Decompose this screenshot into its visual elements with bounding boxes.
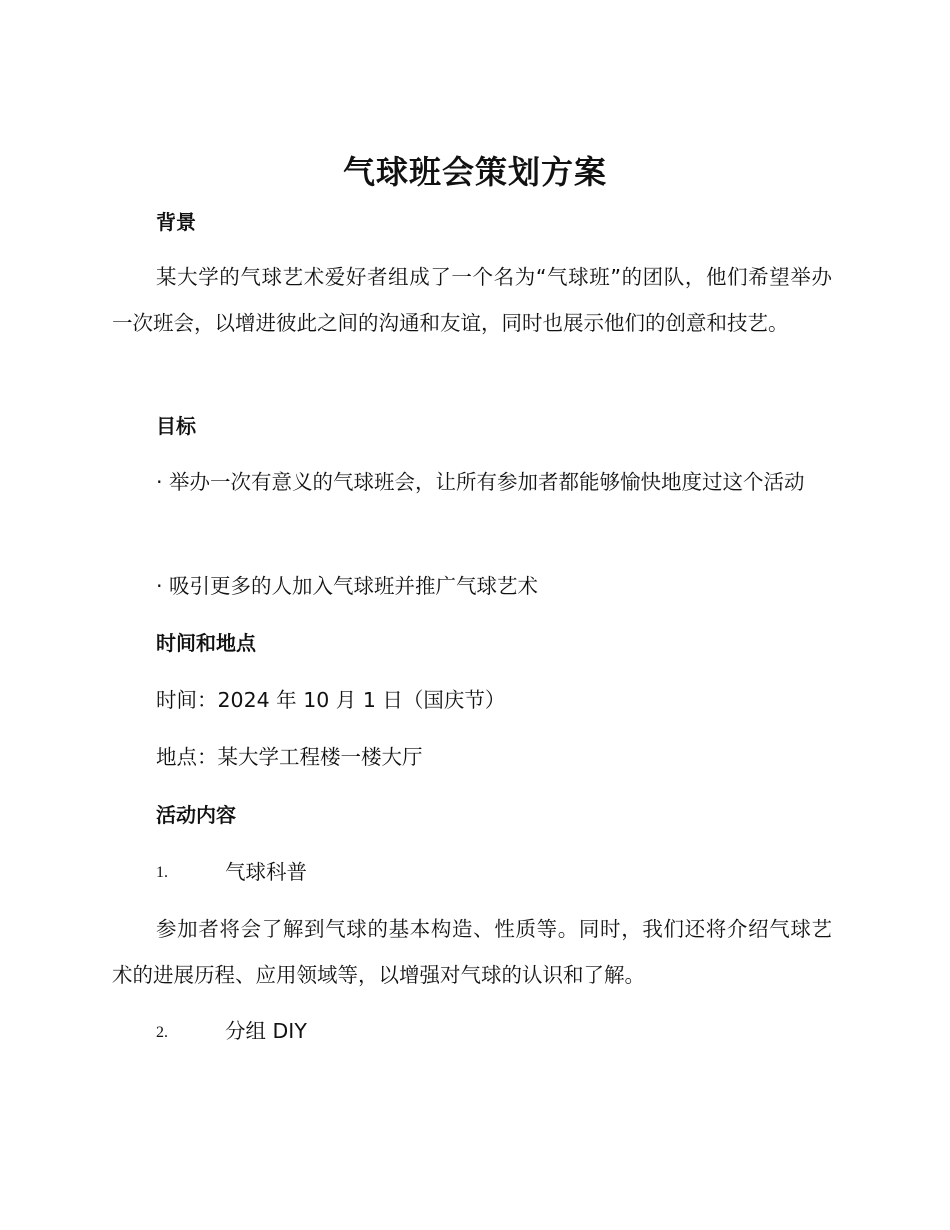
heading-time-place: 时间和地点 — [156, 631, 256, 655]
paragraph-background: 某大学的气球艺术爱好者组成了一个名为“气球班”的团队，他们希望举办一次班会，以增进彼此之间的沟通和友谊，同时也展示他们的创意和技艺。 — [112, 265, 832, 335]
activity-number-1: 1. — [156, 864, 168, 881]
place-line: 地点：某大学工程楼一楼大厅 — [156, 745, 423, 769]
activity-label-2: 分组 DIY — [225, 1019, 307, 1043]
goal-item-1: · 举办一次有意义的气球班会，让所有参加者都能够愉快地度过这个活动 — [156, 470, 805, 494]
heading-background: 背景 — [156, 210, 196, 234]
document-title: 气球班会策划方案 — [342, 153, 607, 191]
activity-label-1: 气球科普 — [225, 860, 307, 884]
goal-item-2: · 吸引更多的人加入气球班并推广气球艺术 — [156, 574, 539, 598]
activity-description-1: 参加者将会了解到气球的基本构造、性质等。同时，我们还将介绍气球艺术的进展历程、应用领域等，以增强对气球的认识和了解。 — [112, 917, 832, 987]
heading-goals: 目标 — [156, 414, 196, 438]
time-line: 时间：2024 年 10 月 1 日（国庆节） — [156, 688, 506, 712]
activity-number-2: 2. — [156, 1024, 168, 1041]
heading-activities: 活动内容 — [156, 803, 236, 827]
